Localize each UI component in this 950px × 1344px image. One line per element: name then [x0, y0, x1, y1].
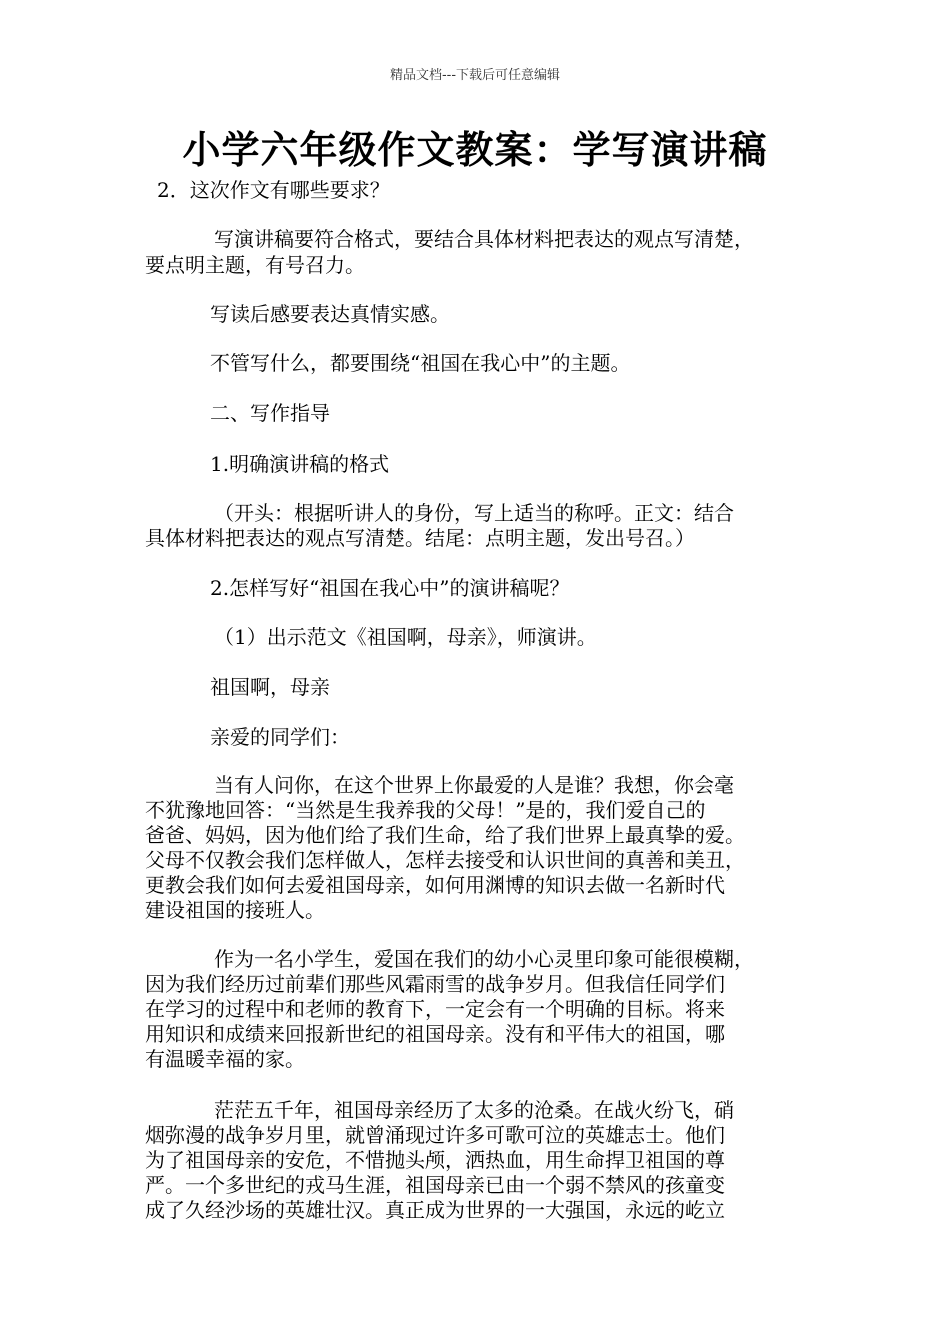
paragraph-line: （开头：根据听讲人的身份，写上适当的称呼。正文：结合	[214, 501, 734, 525]
paragraph-line: 有温暖幸福的家。	[145, 1047, 305, 1071]
paragraph-line: 在学习的过程中和老师的教育下，一定会有一个明确的目标。将来	[145, 997, 725, 1021]
section-heading: 二、写作指导	[210, 401, 330, 425]
document-title: 小学六年级作文教案：学写演讲稿	[182, 128, 768, 172]
paragraph-line: 因为我们经历过前辈们那些风霜雨雪的战争岁月。但我信任同学们	[145, 972, 725, 996]
paragraph-line: 2.怎样写好“祖国在我心中”的演讲稿呢？	[210, 576, 570, 600]
paragraph-line: 用知识和成绩来回报新世纪的祖国母亲。没有和平伟大的祖国，哪	[145, 1022, 725, 1046]
paragraph-line: 建设祖国的接班人。	[145, 898, 325, 922]
paragraph-line: 成了久经沙场的英雄壮汉。真正成为世界的一大强国，永远的屹立	[145, 1198, 725, 1222]
paragraph-line: 更教会我们如何去爱祖国母亲，如何用渊博的知识去做一名新时代	[145, 873, 725, 897]
paragraph-line: 为了祖国母亲的安危，不惜抛头颅，洒热血，用生命捍卫祖国的尊	[145, 1148, 725, 1172]
paragraph-line: （1）出示范文《祖国啊，母亲》，师演讲。	[214, 625, 597, 649]
paragraph-line: 写读后感要表达真情实感。	[210, 302, 450, 326]
paragraph-line: 烟弥漫的战争岁月里，就曾涌现过许多可歌可泣的英雄志士。他们	[145, 1123, 725, 1147]
paragraph-line: 写演讲稿要符合格式，要结合具体材料把表达的观点写清楚，	[214, 227, 754, 251]
paragraph-line: 爸爸、妈妈，因为他们给了我们生命，给了我们世界上最真挚的爱。	[145, 823, 745, 847]
paragraph-line: 严。一个多世纪的戎马生涯，祖国母亲已由一个弱不禁风的孩童变	[145, 1173, 725, 1197]
paragraph-line: 1.明确演讲稿的格式	[210, 452, 390, 476]
speech-title: 祖国啊，母亲	[210, 675, 330, 699]
paragraph-line: 要点明主题，有号召力。	[145, 253, 365, 277]
paragraph-line: 不犹豫地回答：“当然是生我养我的父母！”是的，我们爱自己的	[145, 798, 706, 822]
paragraph-line: 茫茫五千年，祖国母亲经历了太多的沧桑。在战火纷飞，硝	[214, 1098, 734, 1122]
paragraph-line: 2．这次作文有哪些要求？	[157, 178, 390, 202]
paragraph-line: 不管写什么，都要围绕“祖国在我心中”的主题。	[210, 351, 631, 375]
paragraph-line: 当有人问你，在这个世界上你最爱的人是谁？我想，你会毫	[214, 773, 734, 797]
paragraph-line: 具体材料把表达的观点写清楚。结尾：点明主题，发出号召。）	[145, 526, 695, 550]
paragraph-line: 作为一名小学生，爱国在我们的幼小心灵里印象可能很模糊，	[214, 947, 754, 971]
speech-salutation: 亲爱的同学们：	[210, 725, 350, 749]
page-header-note: 精品文档---下载后可任意编辑	[389, 68, 561, 83]
paragraph-line: 父母不仅教会我们怎样做人，怎样去接受和认识世间的真善和美丑，	[145, 848, 745, 872]
